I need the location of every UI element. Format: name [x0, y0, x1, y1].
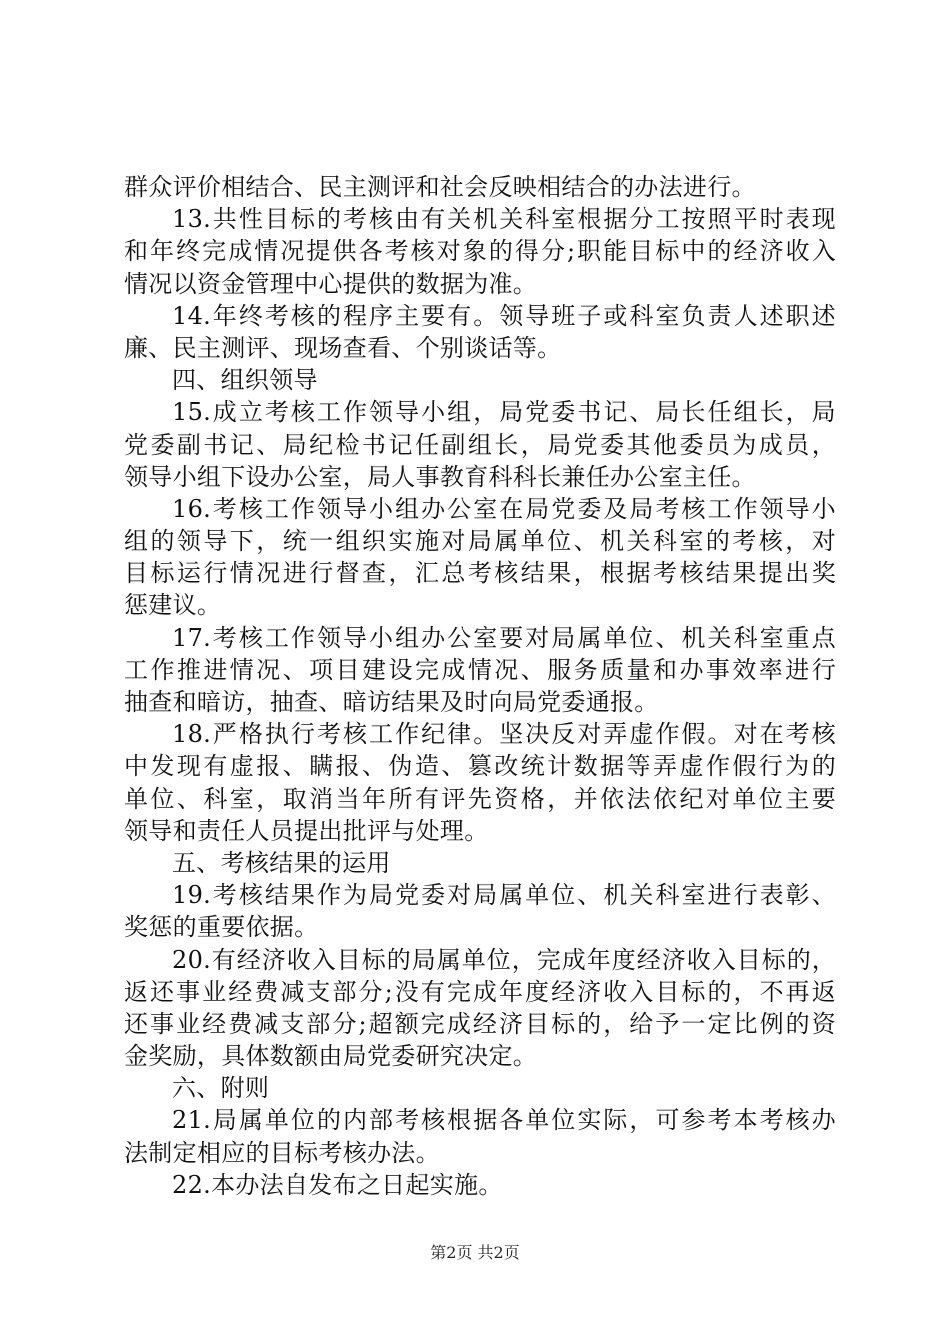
text-line: 22.本办法自发布之日起实施。 [172, 1170, 503, 1199]
document-body [124, 171, 836, 1201]
text-line: 目标运行情况进行督查，汇总考核结果，根据考核结果提出奖 [124, 559, 836, 588]
text-line: 工作推进情况、项目建设完成情况、服务质量和办事效率进行 [124, 655, 836, 684]
text-line: 组的领导下，统一组织实施对局属单位、机关科室的考核，对 [124, 527, 836, 556]
text-line: 中发现有虚报、瞒报、伪造、篡改统计数据等弄虚作假行为的 [124, 752, 836, 781]
text-line: 单位、科室，取消当年所有评先资格，并依法依纪对单位主要 [124, 784, 836, 813]
text-line: 廉、民主测评、现场查看、个别谈话等。 [124, 333, 562, 362]
text-line: 18.严格执行考核工作纪律。坚决反对弄虚作假。对在考核 [172, 720, 836, 749]
text-line: 19.考核结果作为局党委对局属单位、机关科室进行表彰、 [172, 881, 836, 910]
page-footer: 第2页 共2页 [430, 1243, 520, 1262]
text-line: 15.成立考核工作领导小组，局党委书记、局长任组长，局 [172, 398, 836, 427]
text-line: 还事业经费减支部分;超额完成经济目标的，给予一定比例的资 [124, 1009, 836, 1038]
text-line: 17.考核工作领导小组办公室要对局属单位、机关科室重点 [172, 623, 836, 652]
text-line: 党委副书记、局纪检书记任副组长，局党委其他委员为成员， [124, 430, 836, 459]
text-line: 群众评价相结合、民主测评和社会反映相结合的办法进行。 [124, 173, 756, 201]
text-line: 和年终完成情况提供各考核对象的得分;职能目标中的经济收入 [124, 237, 836, 266]
text-line: 奖惩的重要依据。 [124, 913, 319, 942]
text-line: 13.共性目标的考核由有关机关科室根据分工按照平时表现 [172, 205, 836, 234]
text-line: 惩建议。 [124, 591, 222, 620]
text-line: 21.局属单位的内部考核根据各单位实际，可参考本考核办 [172, 1106, 836, 1135]
text-line: 金奖励，具体数额由局党委研究决定。 [124, 1042, 538, 1071]
text-line: 六、附则 [172, 1074, 270, 1103]
text-line: 领导小组下设办公室，局人事教育科科长兼任办公室主任。 [124, 462, 756, 491]
text-line: 四、组织领导 [172, 366, 318, 395]
text-line: 20.有经济收入目标的局属单位，完成年度经济收入目标的， [172, 945, 836, 974]
text-line: 情况以资金管理中心提供的数据为准。 [124, 269, 538, 298]
text-line: 领导和责任人员提出批评与处理。 [124, 816, 489, 845]
text-line: 五、考核结果的运用 [172, 848, 391, 877]
text-line: 16.考核工作领导小组办公室在局党委及局考核工作领导小 [172, 494, 836, 523]
text-line: 返还事业经费减支部分;没有完成年度经济收入目标的，不再返 [124, 977, 836, 1006]
text-line: 抽查和暗访，抽查、暗访结果及时向局党委通报。 [124, 688, 659, 716]
text-line: 14.年终考核的程序主要有。领导班子或科室负责人述职述 [172, 301, 836, 330]
text-line: 法制定相应的目标考核办法。 [124, 1138, 440, 1167]
